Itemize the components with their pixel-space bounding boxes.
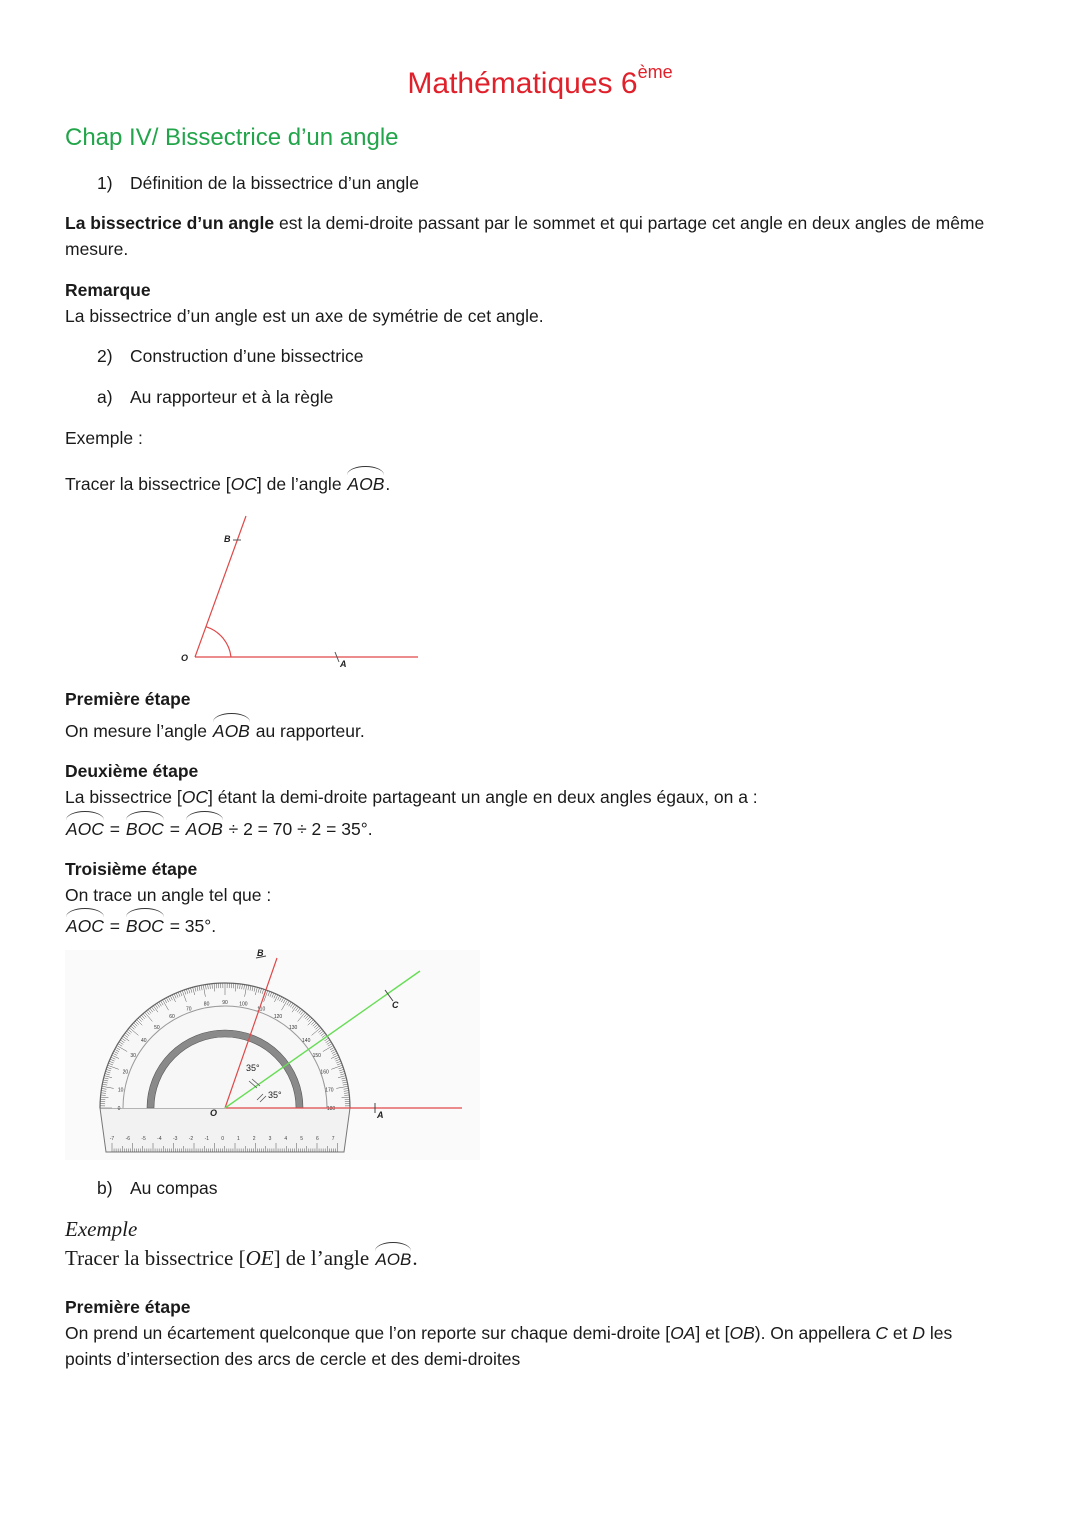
protractor-label: 160 — [320, 1069, 329, 1076]
definition-paragraph: La bissectrice d’un angle est la demi-droite passant par le sommet et qui partage cet angle en deux angles de même mesure. — [65, 213, 985, 259]
step-2-block: Deuxième étape La bissectrice [OC] étant la demi-droite partageant un angle en deux angles égaux, on a : — [65, 761, 758, 807]
ruler-label: 2 — [252, 1136, 256, 1142]
ruler-label: -1 — [204, 1136, 210, 1142]
title-superscript: ème — [637, 62, 673, 82]
angle-notation: AOB — [212, 718, 251, 744]
chapter-heading: Chap IV/ Bissectrice d’un angle — [65, 124, 399, 151]
example-task: Tracer la bissectrice [OC] de l’angle AOB. — [65, 471, 1010, 497]
protractor-label: 0 — [117, 1106, 121, 1112]
page-title: Mathématiques 6ème — [407, 62, 673, 100]
label-c: C — [392, 1000, 399, 1010]
example-2-task: Tracer la bissectrice [OE] de l’angle AOB. — [65, 1245, 1010, 1273]
protractor-label: 20 — [122, 1069, 129, 1076]
angle-notation: AOB — [346, 471, 385, 497]
protractor-label: 140 — [302, 1037, 311, 1044]
protractor-label: 100 — [239, 1001, 248, 1008]
ruler-base — [100, 1108, 350, 1152]
example-2-label: Exemple — [65, 1217, 138, 1241]
protractor-label: 70 — [185, 1006, 192, 1013]
label-b: B — [257, 948, 264, 958]
protractor-label: 170 — [325, 1087, 334, 1094]
protractor-label: 130 — [288, 1024, 298, 1031]
protractor-label: 30 — [130, 1053, 136, 1059]
ruler-label: -2 — [188, 1136, 194, 1142]
protractor-label: 40 — [141, 1037, 147, 1044]
angle-label-aoc: 35° — [268, 1090, 282, 1100]
step-2-equation: AOC = BOC = AOB ÷ 2 = 70 ÷ 2 = 35°. — [65, 816, 1010, 842]
ruler-label: 5 — [300, 1136, 303, 1142]
section-2a-heading: a) Au rapporteur et à la règle — [97, 387, 334, 407]
protractor-label: 50 — [154, 1024, 160, 1031]
label-o: O — [210, 1108, 218, 1118]
step-compass-1-title: Première étape — [65, 1297, 191, 1317]
ruler-label: 4 — [284, 1136, 288, 1142]
ruler-label: -3 — [172, 1136, 178, 1142]
angle-label-boc: 35° — [246, 1063, 260, 1073]
step-3-title: Troisième étape — [65, 859, 198, 879]
label-a: A — [377, 1110, 384, 1120]
protractor-label: 80 — [203, 1001, 210, 1008]
step-2-title: Deuxième étape — [65, 761, 199, 781]
step-1-text: On mesure l’angle AOB au rapporteur. — [65, 718, 1010, 744]
ruler-label: -7 — [109, 1136, 115, 1142]
section-2-heading: 2) Construction d’une bissectrice — [97, 346, 364, 366]
ruler-label: 6 — [316, 1136, 319, 1142]
example-label: Exemple : — [65, 428, 143, 448]
protractor-label: 60 — [169, 1014, 175, 1021]
protractor-label: 10 — [117, 1087, 124, 1094]
step-3-equation: AOC = BOC = 35°. — [65, 913, 1010, 939]
step-compass-1: Première étape On prend un écartement quelconque que l’on reporte sur chaque demi-droite [OA] et [OB). On appellera C et D les points d’intersection des arcs de cercle et des demi-droites — [65, 1297, 953, 1369]
section-1-heading: 1) Définition de la bissectrice d’un angle — [97, 173, 419, 193]
protractor-label: 110 — [257, 1006, 266, 1013]
label-b: B — [224, 534, 231, 544]
label-o: O — [181, 653, 189, 663]
ruler-label: -6 — [125, 1136, 131, 1142]
label-a: A — [340, 659, 347, 669]
step-1-title: Première étape — [65, 689, 191, 709]
section-2b-heading: b) Au compas — [97, 1178, 218, 1198]
ruler-label: 7 — [331, 1136, 335, 1142]
step-3-block: Troisième étape On trace un angle tel que : — [65, 859, 272, 905]
ruler-label: 3 — [268, 1136, 272, 1142]
ruler-label: 0 — [221, 1136, 224, 1142]
ruler-label: -5 — [141, 1136, 146, 1142]
protractor-label: 90 — [222, 1000, 228, 1006]
remark-text: La bissectrice d’un angle est un axe de symétrie de cet angle. — [65, 306, 544, 326]
protractor-label: 150 — [312, 1053, 321, 1059]
protractor-label: 120 — [273, 1014, 283, 1021]
protractor-label: 180 — [326, 1106, 336, 1112]
ruler-label: 1 — [237, 1136, 240, 1142]
remark-title: Remarque — [65, 280, 151, 300]
ruler-label: -4 — [157, 1136, 162, 1142]
